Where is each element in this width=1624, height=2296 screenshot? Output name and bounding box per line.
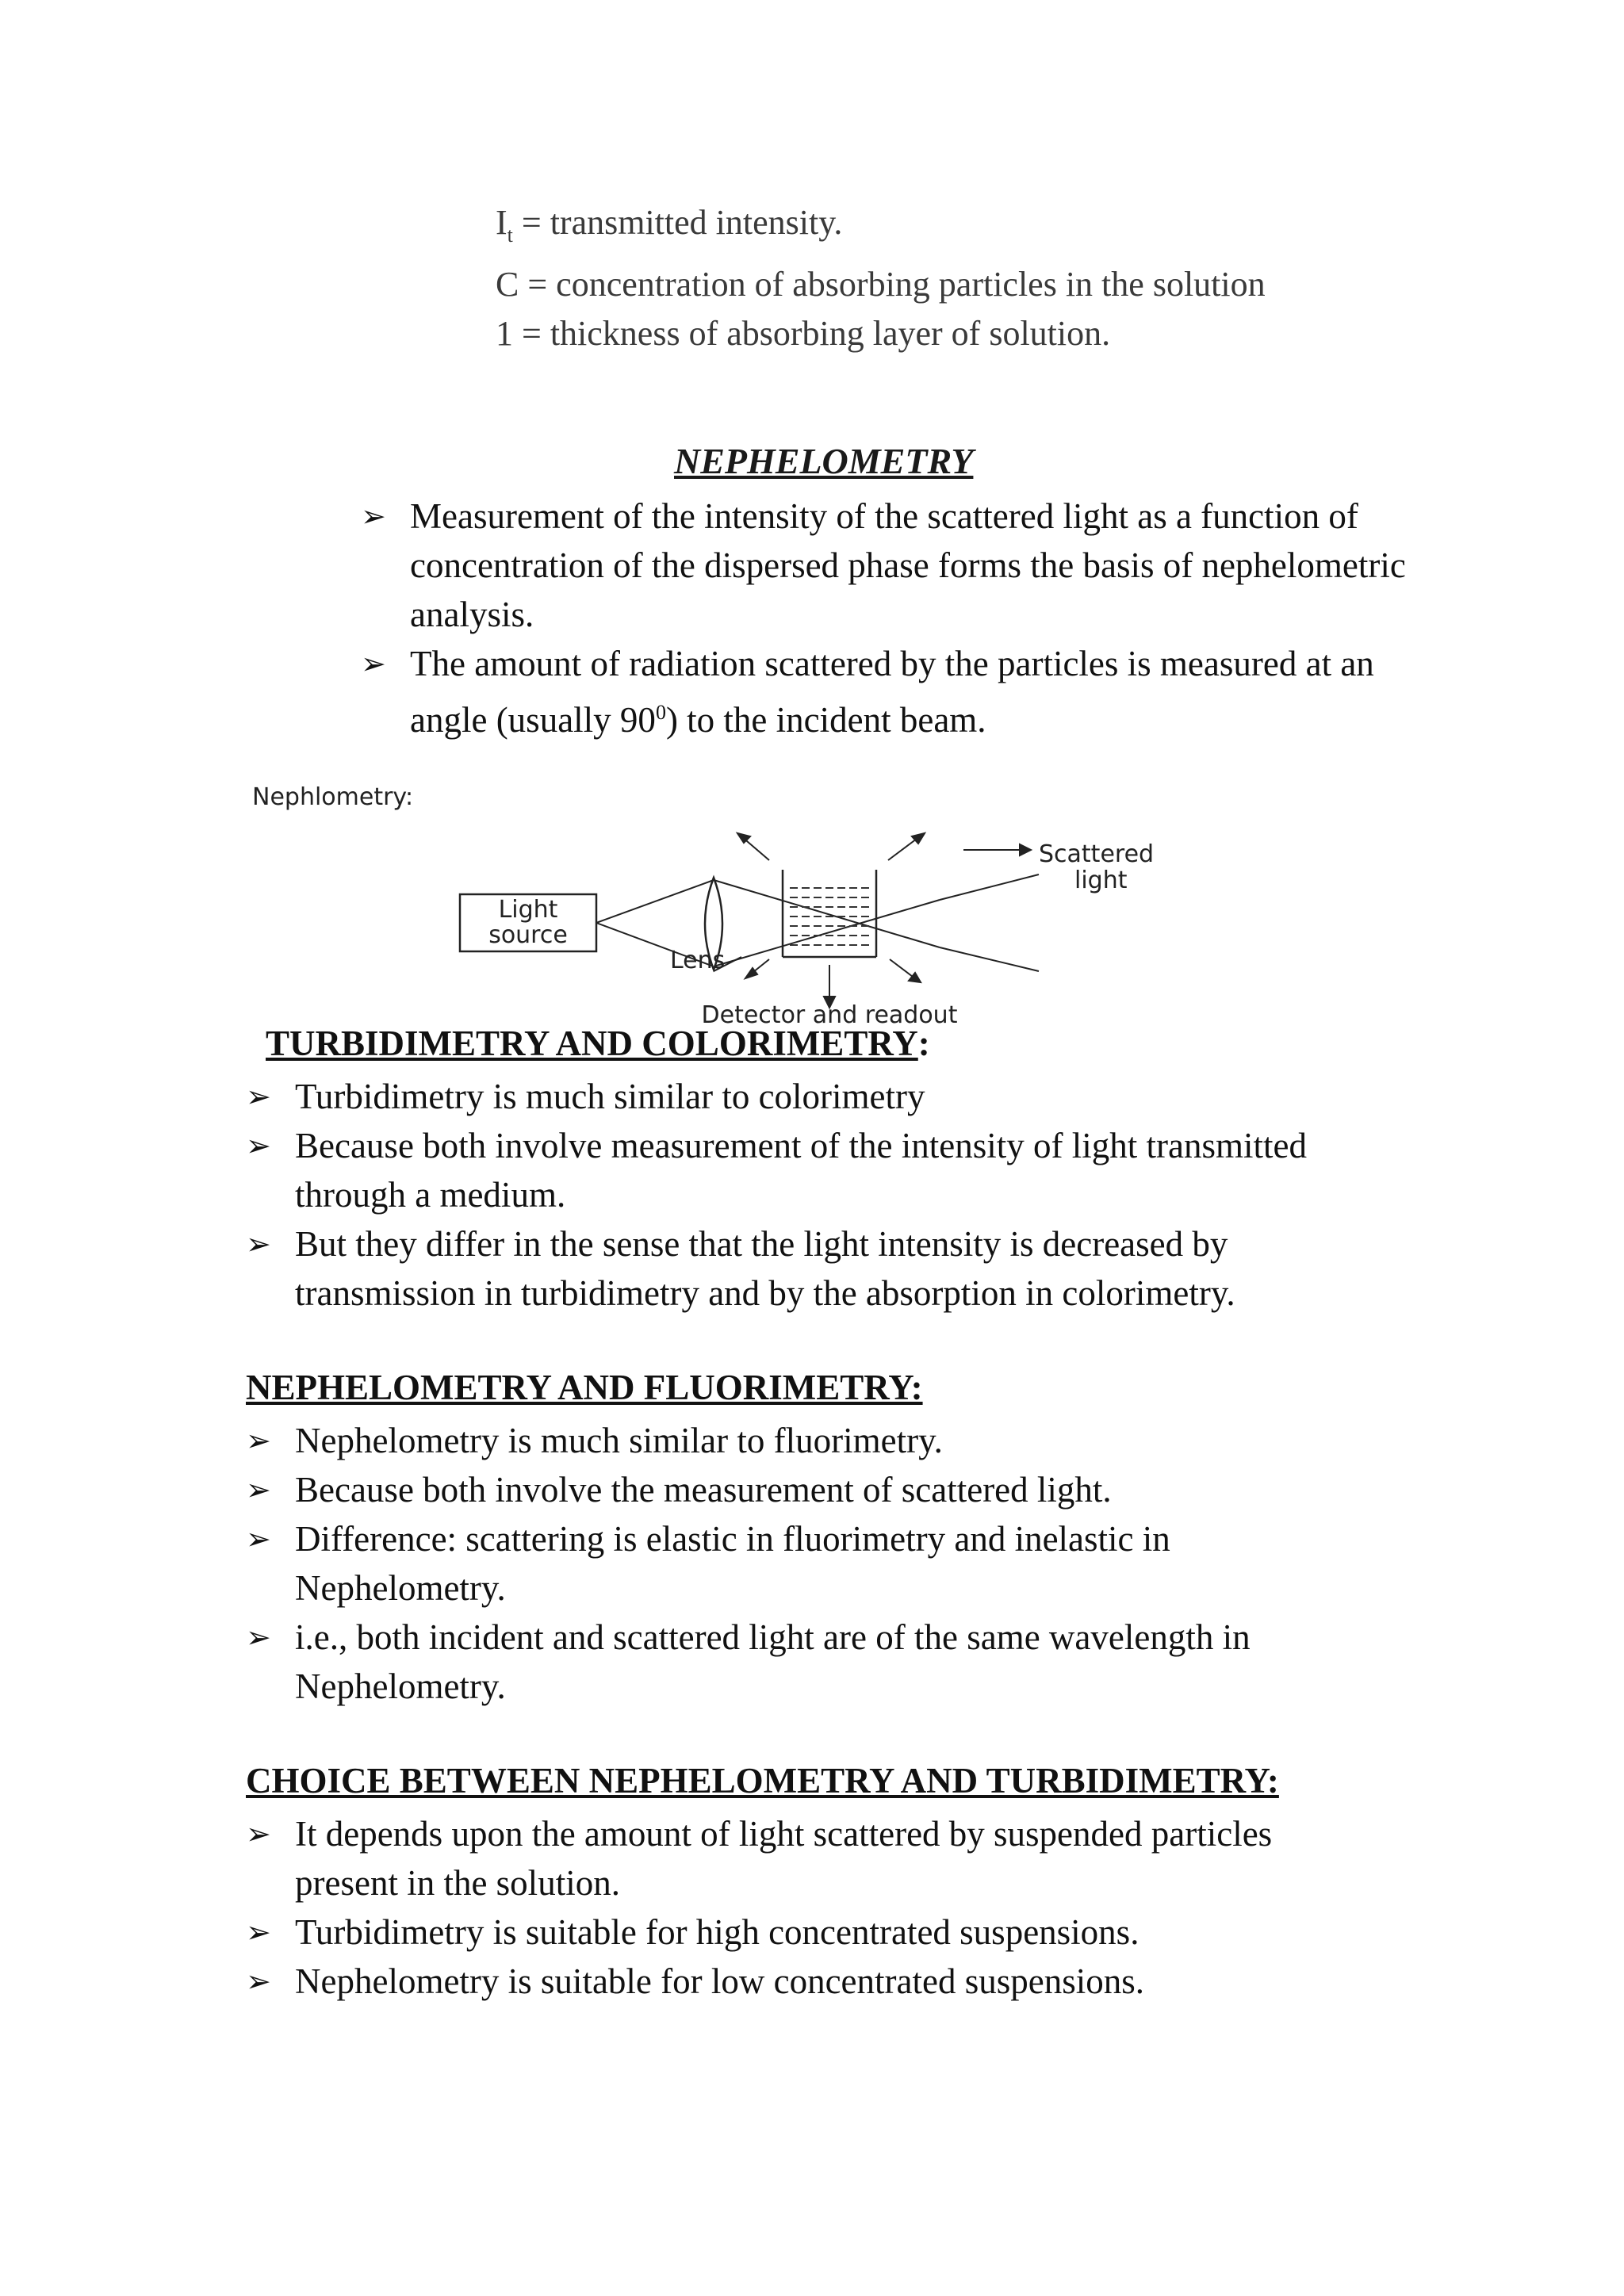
light-source-label: source [488,921,568,949]
arrow-bullet-icon: ➢ [246,1964,271,1999]
list-item: ➢ i.e., both incident and scattered light are of the same wavelength in Nephelometry. [246,1613,1340,1711]
section-title-nephelometry: NEPHELOMETRY [674,441,974,481]
choice-bullets [246,1809,1372,2006]
list-item: ➢ Difference: scattering is elastic in fluorimetry and inelastic in Nephelometry. [246,1514,1340,1613]
arrow-bullet-icon: ➢ [246,1472,271,1507]
list-item: ➢ Turbidimetry is suitable for high concentrated suspensions. [246,1908,1372,1957]
arrow-bullet-icon: ➢ [246,1521,271,1556]
scattered-light-label: Scattered [1039,840,1155,868]
arrow-bullet-icon: ➢ [246,1079,271,1114]
arrow-bullet-icon: ➢ [246,1423,271,1458]
arrow-bullet-icon: ➢ [246,1128,271,1163]
turbidimetry-colorimetry-bullets [246,1072,1404,1318]
arrow-bullet-icon: ➢ [246,1915,271,1950]
list-item: ➢ Because both involve the measurement of scattered light. [246,1465,1340,1514]
list-item: ➢ The amount of radiation scattered by the particles is measured at an angle (usually $90^0$) to the incident beam. [361,639,1455,744]
diagram-caption: Nephlometry: [252,783,414,811]
list-item: ➢ But they differ in the sense that the light intensity is decreased by transmission in turbidimetry and by the absorption in colorimetry. [246,1219,1404,1318]
definitions-block [496,198,1266,358]
arrow-bullet-icon: ➢ [246,1816,271,1851]
list-item: ➢ Nephelometry is suitable for low concentrated suspensions. [246,1957,1372,2006]
list-item: ➢ Because both involve measurement of the intensity of light transmitted through a medium. [246,1121,1404,1219]
arrow-bullet-icon: ➢ [361,646,386,681]
arrow-bullet-icon: ➢ [361,499,386,534]
definition-line: C = concentration of absorbing particles in the solution [496,264,1266,304]
scattered-light-label: light [1074,867,1128,894]
list-item: ➢ Measurement of the intensity of the scattered light as a function of concentration of the dispersed phase forms the basis of nephelometric analysis. [361,492,1455,639]
list-item: ➢ It depends upon the amount of light scattered by suspended particles present in the solution. [246,1809,1372,1908]
section-heading-nephelometry-fluorimetry: NEPHELOMETRY AND FLUORIMETRY: [246,1368,923,1407]
nephelometry-bullets [361,492,1455,744]
list-item: ➢ Nephelometry is much similar to fluorimetry. [246,1416,1340,1465]
section-heading-choice: CHOICE BETWEEN NEPHELOMETRY AND TURBIDIMETRY: [246,1761,1279,1800]
definition-line: $I_t$ = transmitted intensity. [496,203,843,247]
light-source-label: Light [498,896,558,924]
nephelometry-fluorimetry-bullets [246,1416,1340,1711]
detector-label: Detector and readout [701,1001,958,1027]
section-heading-turbidimetry-colorimetry: TURBIDIMETRY AND COLORIMETRY: [266,1024,930,1063]
lens-label: Lens [670,947,726,974]
list-item: ➢ Turbidimetry is much similar to colorimetry [246,1072,1404,1121]
definition-line: 1 = thickness of absorbing layer of solution. [496,313,1111,353]
arrow-bullet-icon: ➢ [246,1226,271,1261]
arrow-bullet-icon: ➢ [246,1620,271,1655]
cuvette-icon [783,870,876,957]
nephelometry-diagram [246,781,1237,1027]
